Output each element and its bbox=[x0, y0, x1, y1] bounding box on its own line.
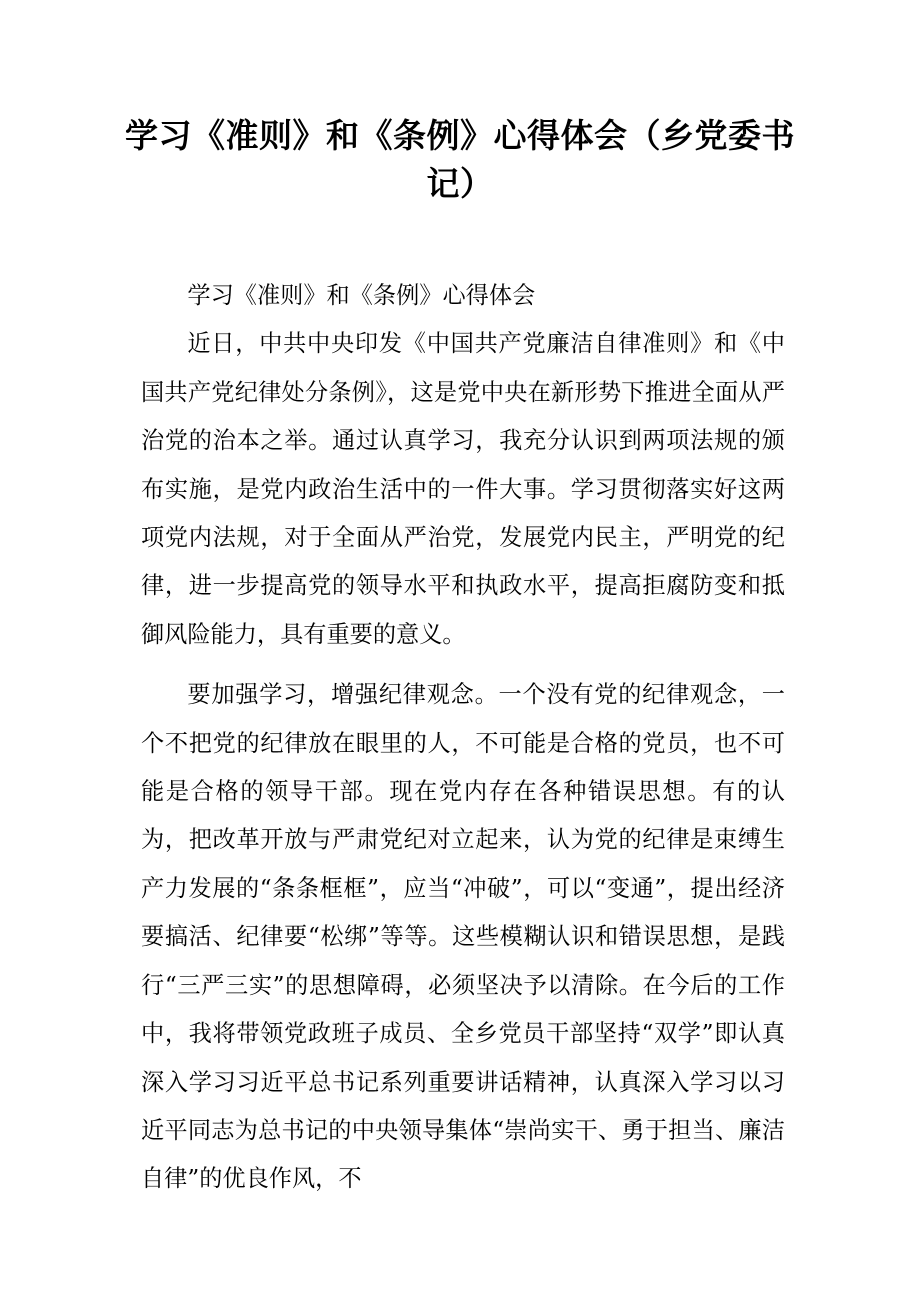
document-title: 学习《准则》和《条例》心得体会（乡党委书记） bbox=[125, 116, 795, 203]
document-body bbox=[141, 272, 785, 1204]
body-paragraph: 要加强学习，增强纪律观念。一个没有党的纪律观念，一个不把党的纪律放在眼里的人，不可能是合格的党员，也不可能是合格的领导干部。现在党内存在各种错误思想。有的认为，把改革开放与严肃党纪对立起来，认为党的纪律是束缚生产力发展的“条条框框”，应当“冲破”，可以“变通”，提出经济要搞活、纪律要“松绑”等等。这些模糊认识和错误思想，是践行“三严三实”的思想障碍，必须坚决予以清除。在今后的工作中，我将带领党政班子成员、全乡党员干部坚持“双学”即认真深入学习习近平总书记系列重要讲话精神，认真深入学习以习近平同志为总书记的中央领导集体“崇尚实干、勇于担当、廉洁自律”的优良作风，不 bbox=[141, 681, 785, 1193]
body-paragraph: 近日，中共中央印发《中国共产党廉洁自律准则》和《中国共产党纪律处分条例》，这是党中央在新形势下推进全面从严治党的治本之举。通过认真学习，我充分认识到两项法规的颁布实施，是党内政治生活中的一件大事。学习贯彻落实好这两项党内法规，对于全面从严治党，发展党内民主，严明党的纪律，进一步提高党的领导水平和执政水平，提高拒腐防变和抵御风险能力，具有重要的意义。 bbox=[141, 330, 785, 648]
document-subtitle: 学习《准则》和《条例》心得体会 bbox=[187, 282, 536, 309]
